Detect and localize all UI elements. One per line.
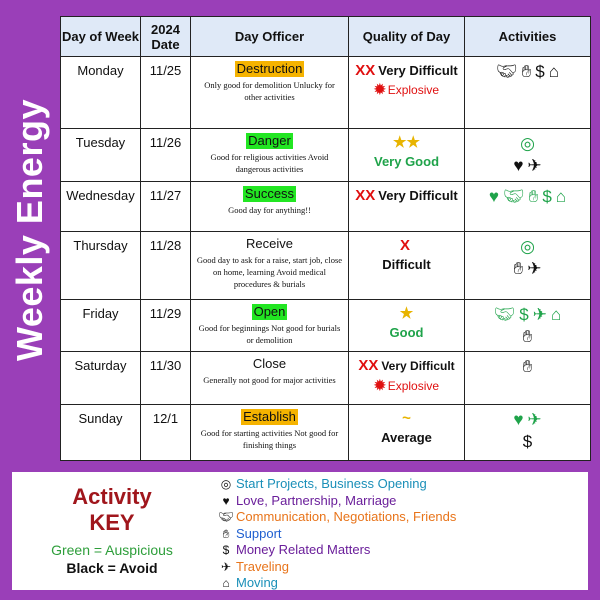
plane-icon: ✈ xyxy=(532,305,548,325)
day-cell: Saturday xyxy=(61,352,141,404)
officer-cell xyxy=(191,352,349,404)
explosive-label: Explosive xyxy=(387,83,440,97)
activities-cell xyxy=(465,57,591,129)
star-icon: ★ xyxy=(406,134,420,152)
quality-cell xyxy=(349,181,465,231)
date-cell: 11/30 xyxy=(141,352,191,404)
key-legend xyxy=(12,472,212,590)
money-icon: $ xyxy=(535,62,545,81)
officer-name: Receive xyxy=(246,235,293,251)
weekly-energy-table xyxy=(60,16,590,461)
officer-name: Establish xyxy=(243,408,296,424)
officer-cell xyxy=(191,300,349,352)
day-cell: Monday xyxy=(61,57,141,129)
date-cell: 11/28 xyxy=(141,231,191,299)
heart-icon: ♥ xyxy=(222,493,230,508)
quality-cell xyxy=(349,129,465,181)
list-item: $ Money Related Matters xyxy=(216,542,586,559)
heart-icon: ♥ xyxy=(488,186,500,206)
header-quality: Quality of Day xyxy=(349,17,465,57)
home-icon: ⌂ xyxy=(548,62,560,81)
header-date: 2024 Date xyxy=(141,17,191,57)
officer-note: Good day for anything!! xyxy=(228,204,311,215)
header-day: Day of Week xyxy=(61,17,141,57)
date-cell: 12/1 xyxy=(141,404,191,460)
table-row xyxy=(61,57,591,129)
quality-cell xyxy=(349,352,465,404)
list-item: ✈ Traveling xyxy=(216,559,586,576)
day-cell: Thursday xyxy=(61,231,141,299)
officer-name: Open xyxy=(253,304,286,320)
home-icon: ⌂ xyxy=(222,576,230,590)
key-title-line1: Activity xyxy=(72,484,152,509)
support-icon: ✋︎ xyxy=(521,62,532,81)
money-icon: $ xyxy=(522,431,533,451)
activities-cell xyxy=(465,129,591,181)
key-list xyxy=(216,476,586,592)
officer-name: Destruction xyxy=(236,61,303,76)
key-black-label: Black = Avoid xyxy=(66,560,158,576)
list-item: ✋︎ Support xyxy=(216,526,586,543)
date-cell: 11/26 xyxy=(141,129,191,181)
officer-name: Danger xyxy=(248,133,291,149)
x-mark-icon: XX xyxy=(355,186,376,204)
tilde-icon: ~ xyxy=(402,409,411,427)
activities-cell xyxy=(465,404,591,460)
key-title-line2: KEY xyxy=(89,510,135,535)
officer-note: Good for starting activities Not good for finishing things xyxy=(200,427,339,450)
table-row xyxy=(61,231,591,299)
support-icon: ✋︎ xyxy=(513,258,524,278)
officer-name: Close xyxy=(252,356,287,372)
star-icon: ★ xyxy=(399,305,414,323)
quality-label: Very Good xyxy=(373,154,440,170)
support-icon: ✋︎ xyxy=(522,327,533,347)
officer-note: Only good for demolition Unlucky for other activities xyxy=(204,80,335,102)
officer-cell xyxy=(191,231,349,299)
table-row xyxy=(61,129,591,181)
officer-cell xyxy=(191,181,349,231)
x-mark-icon: XX xyxy=(358,357,379,375)
officer-note: Good day to ask for a raise, start job, close on home, learning Avoid medical procedures & burials xyxy=(196,254,343,289)
header-activities: Activities xyxy=(465,17,591,57)
quality-label: Very Difficult xyxy=(381,359,455,374)
home-icon: ⌂ xyxy=(551,305,562,325)
date-cell: 11/25 xyxy=(141,57,191,129)
plane-icon: ✈ xyxy=(220,559,232,574)
quality-label: Average xyxy=(381,429,432,445)
quality-label: Very Difficult xyxy=(378,187,458,203)
officer-cell xyxy=(191,129,349,181)
list-item: ♥ Love, Partnership, Marriage xyxy=(216,493,586,510)
officer-note: Generally not good for major activities xyxy=(203,375,336,386)
x-mark-icon: XX xyxy=(355,62,376,79)
handshake-icon: 🤝︎ xyxy=(493,305,516,325)
officer-note: Good for religious activities Avoid dangerous activities xyxy=(210,152,329,175)
quality-cell xyxy=(349,300,465,352)
plane-icon: ✈ xyxy=(527,156,542,176)
activities-cell xyxy=(465,300,591,352)
table-row xyxy=(61,352,591,404)
list-item: ◎ Start Projects, Business Opening xyxy=(216,476,586,493)
star-icon: ★ xyxy=(393,134,407,152)
day-cell: Sunday xyxy=(61,404,141,460)
support-icon: ✋︎ xyxy=(522,357,533,377)
officer-cell xyxy=(191,57,349,129)
activities-cell xyxy=(465,181,591,231)
quality-label: Good xyxy=(389,325,424,341)
handshake-icon: 🤝︎ xyxy=(495,62,518,81)
table-row xyxy=(61,404,591,460)
day-cell: Tuesday xyxy=(61,129,141,181)
quality-cell xyxy=(349,57,465,129)
heart-icon: ♥ xyxy=(513,156,524,176)
target-icon: ◎ xyxy=(520,236,535,256)
quality-cell xyxy=(349,231,465,299)
list-item: ⌂ Moving xyxy=(216,575,586,592)
explosion-icon: ✹ xyxy=(373,81,386,97)
quality-label: Very Difficult xyxy=(378,63,458,78)
header-officer: Day Officer xyxy=(191,17,349,57)
activities-cell xyxy=(465,352,591,404)
target-icon: ◎ xyxy=(220,477,232,491)
handshake-icon: 🤝︎ xyxy=(503,186,525,206)
activities-cell xyxy=(465,231,591,299)
activity-key-panel xyxy=(12,472,588,590)
x-mark-icon: X xyxy=(399,236,410,254)
table-row xyxy=(61,300,591,352)
explosive-label: Explosive xyxy=(387,379,440,394)
list-item: 🤝︎ Communication, Negotiations, Friends xyxy=(216,509,586,526)
table-row xyxy=(61,181,591,231)
key-green-label: Green = Auspicious xyxy=(51,542,173,558)
plane-icon: ✈ xyxy=(527,409,542,429)
target-icon: ◎ xyxy=(520,134,535,154)
heart-icon: ♥ xyxy=(513,409,524,429)
date-cell: 11/27 xyxy=(141,181,191,231)
money-icon: $ xyxy=(519,305,529,325)
side-title-text: Weekly Energy xyxy=(9,99,50,361)
plane-icon: ✈ xyxy=(527,258,542,278)
officer-cell xyxy=(191,404,349,460)
handshake-icon: 🤝︎ xyxy=(218,510,234,524)
day-cell: Friday xyxy=(61,300,141,352)
date-cell: 11/29 xyxy=(141,300,191,352)
officer-name: Success xyxy=(244,185,295,201)
home-icon: ⌂ xyxy=(555,186,567,206)
support-icon: ✋︎ xyxy=(528,186,539,206)
side-title xyxy=(0,0,60,460)
quality-cell xyxy=(349,404,465,460)
support-icon: ✋︎ xyxy=(222,526,230,541)
day-cell: Wednesday xyxy=(61,181,141,231)
officer-note: Good for beginnings Not good for burials or demolition xyxy=(198,323,341,346)
money-icon: $ xyxy=(222,543,230,557)
quality-label: Difficult xyxy=(382,256,431,272)
money-icon: $ xyxy=(542,186,552,206)
explosion-icon: ✹ xyxy=(373,377,386,394)
